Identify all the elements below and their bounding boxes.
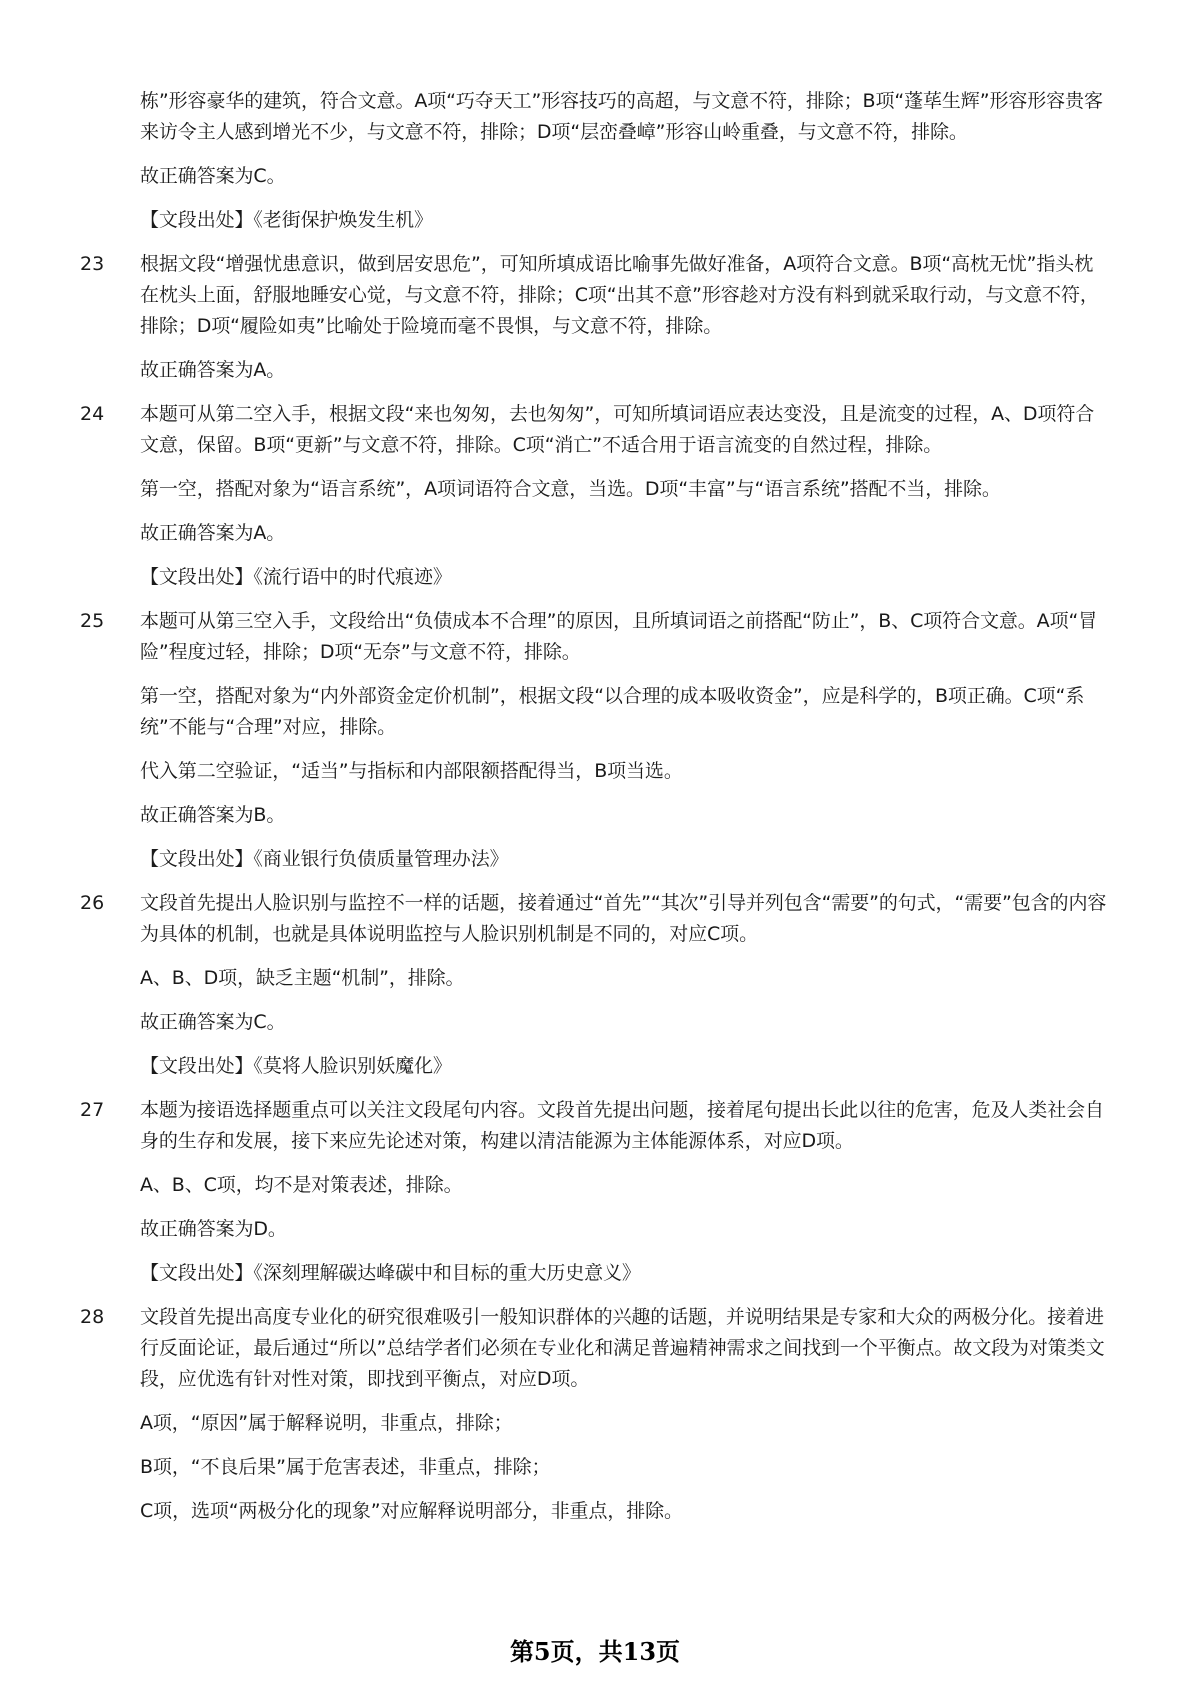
- answer-line: 故正确答案为B。: [140, 804, 286, 826]
- paragraph: C项，选项“两极分化的现象”对应解释说明部分，非重点，排除。: [140, 1500, 683, 1522]
- paragraph: 本题为接语选择题重点可以关注文段尾句内容。文段首先提出问题，接着尾句提出长此以往的危害，危及人类社会自身的生存和发展，接下来应先论述对策，构建以清洁能源为主体能源体系，对应D项。: [140, 1099, 1104, 1152]
- paragraph-group: [140, 1095, 1110, 1302]
- paragraph: 代入第二空验证，“适当”与指标和内部限额搭配得当，B项当选。: [140, 760, 683, 782]
- paragraph: 文段首先提出人脸识别与监控不一样的话题，接着通过“首先”“其次”引导并列包含“需要”的句式，“需要”包含的内容为具体的机制，也就是具体说明监控与人脸识别机制是不同的，对应C项。: [140, 892, 1107, 945]
- question-number: 27: [80, 1099, 105, 1121]
- question-number: 25: [80, 610, 105, 632]
- paragraph: B项，“不良后果”属于危害表述，非重点，排除；: [140, 1456, 551, 1478]
- source-line: 【文段出处】《深刻理解碳达峰碳中和目标的重大历史意义》: [140, 1262, 641, 1284]
- paragraph: 文段首先提出高度专业化的研究很难吸引一般知识群体的兴趣的话题，并说明结果是专家和大众的两极分化。接着进行反面论证，最后通过“所以”总结学者们必须在专业化和满足普遍精神需求之间找到一个平衡点。故文段为对策类文段，应优选有针对性对策，即找到平衡点，对应D项。: [140, 1306, 1105, 1390]
- answer-line: 故正确答案为A。: [140, 522, 286, 544]
- source-line: 【文段出处】《流行语中的时代痕迹》: [140, 566, 452, 588]
- question-block-27: [80, 1095, 1110, 1302]
- paragraph: 栋”形容豪华的建筑，符合文意。A项“巧夺天工”形容技巧的高超，与文意不符，排除；B项“蓬荜生辉”形容形容贵客来访令主人感到增光不少，与文意不符，排除；D项“层峦叠嶂”形容山岭重叠，与文意不符，排除。: [140, 90, 1103, 143]
- paragraph-group: [140, 86, 1110, 249]
- paragraph-group: [140, 888, 1110, 1095]
- paragraph: A、B、D项，缺乏主题“机制”，排除。: [140, 967, 465, 989]
- paragraph: A项，“原因”属于解释说明，非重点，排除；: [140, 1412, 513, 1434]
- question-block-24: [80, 399, 1110, 606]
- answer-line: 故正确答案为C。: [140, 1011, 286, 1033]
- paragraph-group: [140, 399, 1110, 606]
- answer-line: 故正确答案为A。: [140, 359, 286, 381]
- question-number: 28: [80, 1306, 105, 1328]
- paragraph-group: [140, 249, 1110, 399]
- question-number: 26: [80, 892, 105, 914]
- source-line: 【文段出处】《莫将人脸识别妖魔化》: [140, 1055, 452, 1077]
- paragraph: A、B、C项，均不是对策表述，排除。: [140, 1174, 463, 1196]
- question-block-23: [80, 249, 1110, 399]
- question-block-26: [80, 888, 1110, 1095]
- document-body: [80, 86, 1110, 1540]
- question-block-25: [80, 606, 1110, 888]
- answer-line: 故正确答案为C。: [140, 165, 286, 187]
- paragraph: 本题可从第三空入手，文段给出“负债成本不合理”的原因，且所填词语之前搭配“防止”，B、C项符合文意。A项“冒险”程度过轻，排除；D项“无奈”与文意不符，排除。: [140, 610, 1098, 663]
- question-number: 24: [80, 403, 105, 425]
- paragraph-group: [140, 606, 1110, 888]
- page-footer: 第5页，共13页: [509, 1637, 681, 1666]
- paragraph-group: [140, 1302, 1110, 1540]
- continuation-block: [80, 86, 1110, 249]
- question-number: 23: [80, 253, 105, 275]
- source-line: 【文段出处】《老街保护焕发生机》: [140, 209, 433, 231]
- paragraph: 第一空，搭配对象为“语言系统”，A项词语符合文意，当选。D项“丰富”与“语言系统”搭配不当，排除。: [140, 478, 1001, 500]
- paragraph: 第一空，搭配对象为“内外部资金定价机制”，根据文段“以合理的成本吸收资金”，应是科学的，B项正确。C项“系统”不能与“合理”对应，排除。: [140, 685, 1085, 738]
- source-line: 【文段出处】《商业银行负债质量管理办法》: [140, 848, 509, 870]
- paragraph: 根据文段“增强忧患意识，做到居安思危”，可知所填成语比喻事先做好准备，A项符合文意。B项“高枕无忧”指头枕在枕头上面，舒服地睡安心觉，与文意不符，排除；C项“出其不意”形容趁对方没有料到就采取行动，与文意不符，排除；D项“履险如夷”比喻处于险境而毫不畏惧，与文意不符，排除。: [140, 253, 1099, 337]
- answer-line: 故正确答案为D。: [140, 1218, 287, 1240]
- question-block-28: [80, 1302, 1110, 1540]
- paragraph: 本题可从第二空入手，根据文段“来也匆匆，去也匆匆”，可知所填词语应表达变没，且是流变的过程，A、D项符合文意，保留。B项“更新”与文意不符，排除。C项“消亡”不适合用于语言流变的自然过程，排除。: [140, 403, 1095, 456]
